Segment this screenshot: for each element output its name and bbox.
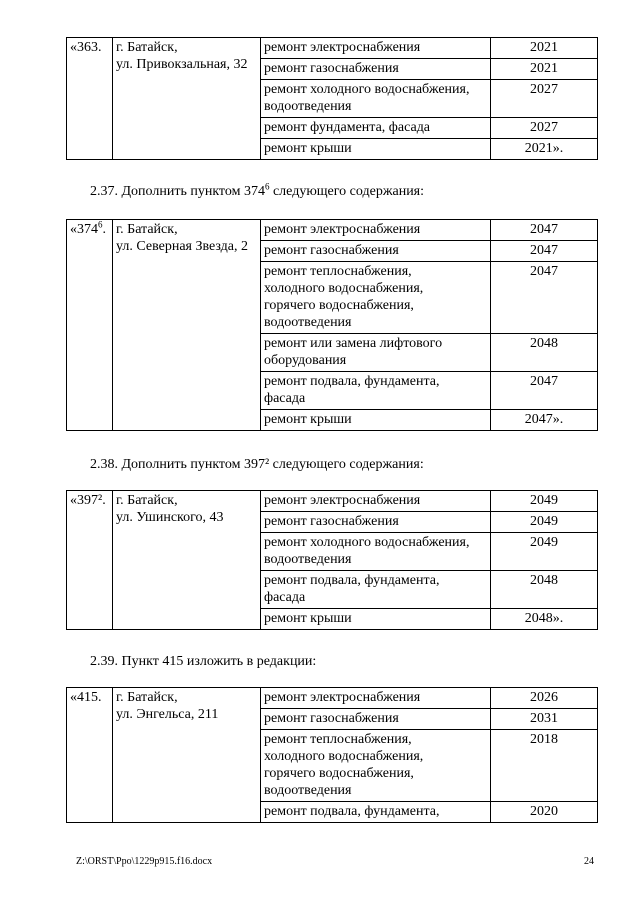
- work-year: 2047: [491, 241, 598, 262]
- footer-file-path: Z:\ORST\Ppo\1229p915.f16.docx: [76, 856, 213, 867]
- work-year: 2031: [491, 709, 598, 730]
- table-row: [67, 688, 598, 709]
- superscript: 6: [264, 181, 270, 192]
- work-year: 2048: [491, 334, 598, 372]
- work-type: ремонт теплоснабжения, холодного водоснабжения, горячего водоснабжения, водоотведения: [261, 262, 491, 334]
- register-table-415: [66, 687, 598, 823]
- address-street: ул. Энгельса, 211: [116, 707, 219, 722]
- work-year: 2021».: [491, 139, 598, 160]
- item-number-text: «374: [70, 222, 98, 237]
- address-city: г. Батайск,: [116, 40, 178, 55]
- item-number: «415.: [67, 688, 113, 823]
- item-number-text: .: [102, 222, 106, 237]
- address-street: ул. Северная Звезда, 2: [116, 239, 249, 254]
- paragraph-2-38: 2.38. Дополнить пунктом 397² следующего содержания:: [90, 457, 424, 472]
- work-type: ремонт газоснабжения: [261, 709, 491, 730]
- work-year: 2027: [491, 80, 598, 118]
- work-year: 2049: [491, 491, 598, 512]
- work-year: 2047».: [491, 410, 598, 431]
- work-year: 2018: [491, 730, 598, 802]
- work-type: ремонт холодного водоснабжения, водоотведения: [261, 533, 491, 571]
- work-type: ремонт электроснабжения: [261, 688, 491, 709]
- register-table-374-6: [66, 219, 598, 431]
- table-row: [67, 491, 598, 512]
- table-row: [67, 220, 598, 241]
- work-year: 2048: [491, 571, 598, 609]
- work-year: 2049: [491, 533, 598, 571]
- work-year: 2021: [491, 38, 598, 59]
- work-type: ремонт подвала, фундамента, фасада: [261, 372, 491, 410]
- work-type: ремонт электроснабжения: [261, 220, 491, 241]
- item-address: [113, 688, 261, 823]
- paragraph-text: следующего содержания:: [269, 184, 425, 199]
- superscript: 6: [98, 219, 103, 230]
- work-year: 2021: [491, 59, 598, 80]
- work-type: ремонт фундамента, фасада: [261, 118, 491, 139]
- paragraph-2-37: [90, 183, 424, 200]
- item-address: [113, 38, 261, 160]
- work-year: 2047: [491, 220, 598, 241]
- address-city: г. Батайск,: [116, 690, 178, 705]
- work-type: ремонт холодного водоснабжения, водоотведения: [261, 80, 491, 118]
- work-type: ремонт крыши: [261, 410, 491, 431]
- paragraph-2-39: 2.39. Пункт 415 изложить в редакции:: [90, 654, 317, 669]
- item-number: [67, 220, 113, 431]
- address-city: г. Батайск,: [116, 222, 178, 237]
- work-type: ремонт газоснабжения: [261, 241, 491, 262]
- table-row: [67, 38, 598, 59]
- work-type: ремонт подвала, фундамента,: [261, 802, 491, 823]
- work-year: 2048».: [491, 609, 598, 630]
- register-table-363: [66, 37, 598, 160]
- address-street: ул. Привокзальная, 32: [116, 57, 248, 72]
- work-year: 2020: [491, 802, 598, 823]
- paragraph-text: 2.37. Дополнить пунктом 374: [90, 184, 265, 199]
- item-address: [113, 220, 261, 431]
- work-type: ремонт электроснабжения: [261, 491, 491, 512]
- work-year: 2027: [491, 118, 598, 139]
- work-year: 2047: [491, 262, 598, 334]
- page-number: 24: [584, 856, 594, 867]
- work-type: ремонт теплоснабжения, холодного водоснабжения, горячего водоснабжения, водоотведения: [261, 730, 491, 802]
- work-year: 2049: [491, 512, 598, 533]
- work-type: ремонт электроснабжения: [261, 38, 491, 59]
- work-year: 2026: [491, 688, 598, 709]
- work-type: ремонт газоснабжения: [261, 512, 491, 533]
- work-type: ремонт крыши: [261, 139, 491, 160]
- work-type: ремонт или замена лифтового оборудования: [261, 334, 491, 372]
- address-street: ул. Ушинского, 43: [116, 510, 224, 525]
- work-type: ремонт газоснабжения: [261, 59, 491, 80]
- item-address: [113, 491, 261, 630]
- work-type: ремонт крыши: [261, 609, 491, 630]
- work-type: ремонт подвала, фундамента, фасада: [261, 571, 491, 609]
- register-table-397-2: [66, 490, 598, 630]
- item-number: «363.: [67, 38, 113, 160]
- address-city: г. Батайск,: [116, 493, 178, 508]
- work-year: 2047: [491, 372, 598, 410]
- item-number: «397².: [67, 491, 113, 630]
